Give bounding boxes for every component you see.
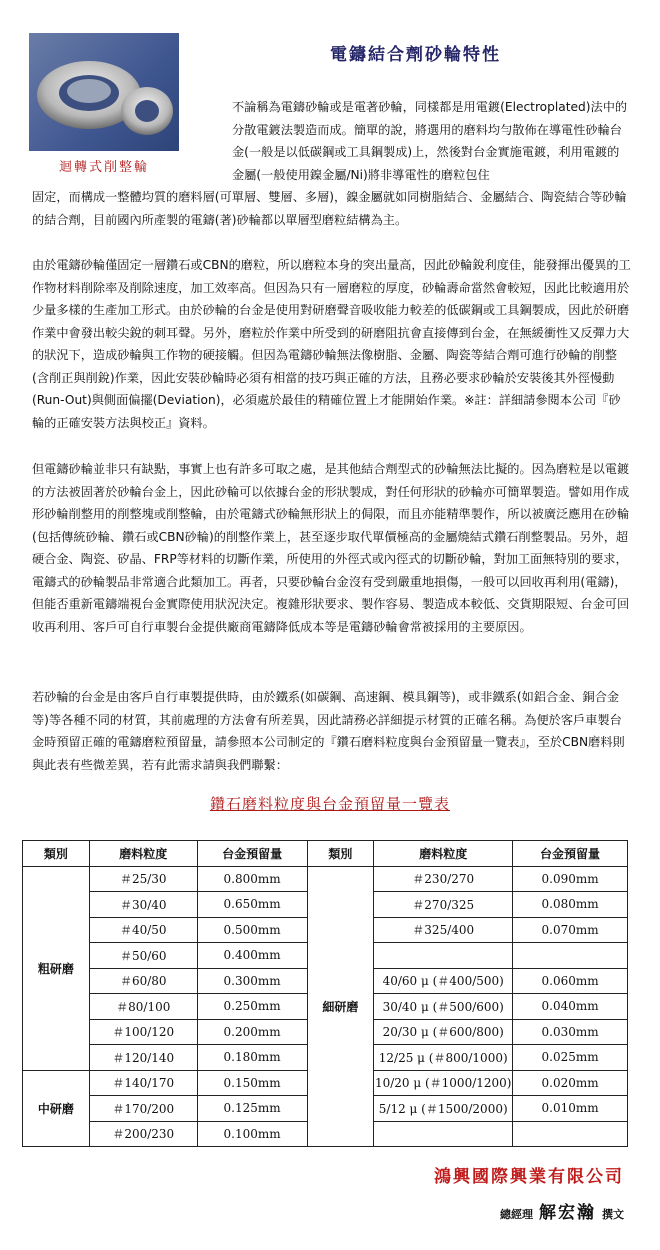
header-category-left: 類別 [23, 841, 90, 867]
allowance-cell: 0.070mm [513, 917, 628, 943]
grit-allowance-table [22, 840, 628, 1147]
table-title: 鑽石磨料粒度與台金預留量一覽表 [209, 795, 450, 813]
header-grit-left: 磨料粒度 [89, 841, 197, 867]
allowance-cell: 0.020mm [513, 1070, 628, 1096]
allowance-cell: 0.400mm [197, 943, 307, 969]
grit-cell: ＃80/100 [89, 994, 197, 1020]
grit-cell: ＃270/325 [374, 892, 513, 918]
allowance-cell: 0.030mm [513, 1019, 628, 1045]
grit-cell: ＃30/40 [89, 892, 197, 918]
allowance-cell: 0.500mm [197, 917, 307, 943]
allowance-cell: 0.090mm [513, 866, 628, 892]
grit-cell: 5/12 μ (＃1500/2000) [374, 1096, 513, 1122]
paragraph-1-top: 不論稱為電鑄砂輪或是電著砂輪，同樣都是用電鍍(Electroplated)法中的分散電鍍法製造而成。簡單的說，將選用的磨料均勻散佈在導電性砂輪台金(一般是以低碳鋼或工具鋼製成)上，然後對台金實施電鍍，利用電鍍的金屬(一般使用鎳金屬/Ni)將非導電性的磨粒包住 [232, 100, 628, 182]
allowance-cell: 0.800mm [197, 866, 307, 892]
paragraph-3: 但電鑄砂輪並非只有缺點，事實上也有許多可取之處，是其他結合劑型式的砂輪無法比擬的。因為磨粒是以電鍍的方法被固著於砂輪台金上，因此砂輪可以依據台金的形狀製成，對任何形狀的砂輪亦可簡單製造。譬如用作成形砂輪削整用的削整塊或削整輪，由於電鑄式砂輪無形狀上的侷限，而且亦能精準製作，所以被廣泛應用在砂輪(包括傳統砂輪、鑽石或CBN砂輪)的削整作業上，甚至逐步取代單價極高的金屬燒結式鑽石削整製品。另外，超硬合金、陶瓷、矽晶、FRP等材料的切斷作業，所使用的外徑式或內徑式的切斷砂輪，對加工面無特別的要求，電鑄式的砂輪製品非常適合此類加工。再者，只要砂輪台金沒有受到嚴重地損傷，一般可以回收再利用(電鑄)，但能否重新電鑄端視台金實際使用狀況決定。複雜形狀要求、製作容易、製造成本較低、交貨期限短、台金可回收再利用、客戶可自行車製台金提供廠商電鑄降低成本等是電鑄砂輪會常被採用的主要原因。 [32, 462, 630, 634]
grit-cell [374, 943, 513, 969]
grit-cell: ＃60/80 [89, 968, 197, 994]
grit-cell: 12/25 μ (＃800/1000) [374, 1045, 513, 1071]
grinding-wheel-photo [29, 33, 179, 151]
allowance-cell: 0.080mm [513, 892, 628, 918]
grit-cell: ＃200/230 [89, 1121, 197, 1147]
allowance-cell [513, 1121, 628, 1147]
allowance-cell: 0.250mm [197, 994, 307, 1020]
allowance-cell: 0.025mm [513, 1045, 628, 1071]
grit-cell: ＃100/120 [89, 1019, 197, 1045]
grit-cell: ＃40/50 [89, 917, 197, 943]
table-header-row [23, 841, 628, 867]
allowance-cell: 0.200mm [197, 1019, 307, 1045]
grit-cell [374, 1121, 513, 1147]
grit-cell: 30/40 μ (＃500/600) [374, 994, 513, 1020]
author-role: 總經理 [500, 1208, 533, 1221]
allowance-cell: 0.300mm [197, 968, 307, 994]
grit-cell: ＃140/170 [89, 1070, 197, 1096]
header-grit-right: 磨料粒度 [374, 841, 513, 867]
grit-cell: ＃230/270 [374, 866, 513, 892]
header-category-right: 類別 [307, 841, 374, 867]
category-medium: 中研磨 [23, 1070, 90, 1147]
header-allowance-left: 台金預留量 [197, 841, 307, 867]
allowance-cell: 0.010mm [513, 1096, 628, 1122]
allowance-cell: 0.060mm [513, 968, 628, 994]
allowance-cell: 0.650mm [197, 892, 307, 918]
header-allowance-right: 台金預留量 [513, 841, 628, 867]
allowance-cell: 0.100mm [197, 1121, 307, 1147]
paragraph-4: 若砂輪的台金是由客戶自行車製提供時，由於鐵系(如碳鋼、高速鋼、模具鋼等)，或非鐵系(如鋁合金、銅合金等)等各種不同的材質，其前處理的方法會有所差異，因此請務必詳細提示材質的正確名稱。為便於客戶車製台金時預留正確的電鑄磨粒預留量，請參照本公司制定的『鑽石磨料粒度與台金預留量一覽表』，至於CBN磨料則與此表有些微差異，若有此需求請與我們聯繫： [32, 690, 625, 772]
allowance-cell: 0.150mm [197, 1070, 307, 1096]
allowance-cell: 0.180mm [197, 1045, 307, 1071]
company-name: 鴻興國際興業有限公司 [434, 1167, 624, 1187]
photo-caption: 迴轉式削整輪 [58, 160, 149, 175]
grit-cell: ＃170/200 [89, 1096, 197, 1122]
wheel-illustration [29, 33, 179, 151]
allowance-cell: 0.125mm [197, 1096, 307, 1122]
category-coarse: 粗研磨 [23, 866, 90, 1070]
allowance-cell [513, 943, 628, 969]
author-note: 撰文 [602, 1208, 624, 1221]
table-row [23, 866, 628, 892]
page-title: 電鑄結合劑砂輪特性 [330, 45, 501, 65]
grit-cell: ＃325/400 [374, 917, 513, 943]
allowance-cell: 0.040mm [513, 994, 628, 1020]
grit-cell: ＃120/140 [89, 1045, 197, 1071]
author-name: 解宏瀚 [539, 1203, 596, 1223]
paragraph-1-bottom: 固定，而構成一整體均質的磨料層(可單層、雙層、多層)，鎳金屬就如同樹脂結合、金屬結合、陶瓷結合等砂輪的結合劑，目前國內所產製的電鑄(著)砂輪都以單層型磨粒結構為主。 [32, 190, 627, 227]
grit-cell: ＃50/60 [89, 943, 197, 969]
paragraph-2: 由於電鑄砂輪僅固定一層鑽石或CBN的磨粒，所以磨粒本身的突出量高，因此砂輪銳利度佳，能發揮出優異的工作物材料削除率及削除速度，加工效率高。但因為只有一層磨粒的厚度，砂輪壽命當然會較短，因此比較適用於少量多樣的生產加工形式。由於砂輪的台金是使用對研磨聲音吸收能力較差的低碳鋼或工具鋼製成，因此於研磨作業中會發出較尖銳的刺耳聲。另外，磨粒於作業中所受到的研磨阻抗會直接傳到台金，在無緩衝性又反彈力大的狀況下，造成砂輪與工作物的硬接觸。但因為電鑄砂輪無法像樹脂、金屬、陶瓷等結合劑可進行砂輪的削整(含削正與削銳)作業，因此安裝砂輪時必須有相當的技巧與正確的方法，且務必要求砂輪於安裝後其外徑慢動(Run-Out)與側面偏擺(Deviation)，必須處於最佳的精確位置上才能開始作業。※註：詳細請參閱本公司『砂輪的正確安裝方法與校正』資料。 [32, 258, 631, 430]
category-fine: 細研磨 [307, 866, 374, 1147]
grit-cell: ＃25/30 [89, 866, 197, 892]
grit-cell: 20/30 μ (＃600/800) [374, 1019, 513, 1045]
grit-cell: 10/20 μ (＃1000/1200) [374, 1070, 513, 1096]
grit-cell: 40/60 μ (＃400/500) [374, 968, 513, 994]
author-signature [500, 1198, 624, 1223]
